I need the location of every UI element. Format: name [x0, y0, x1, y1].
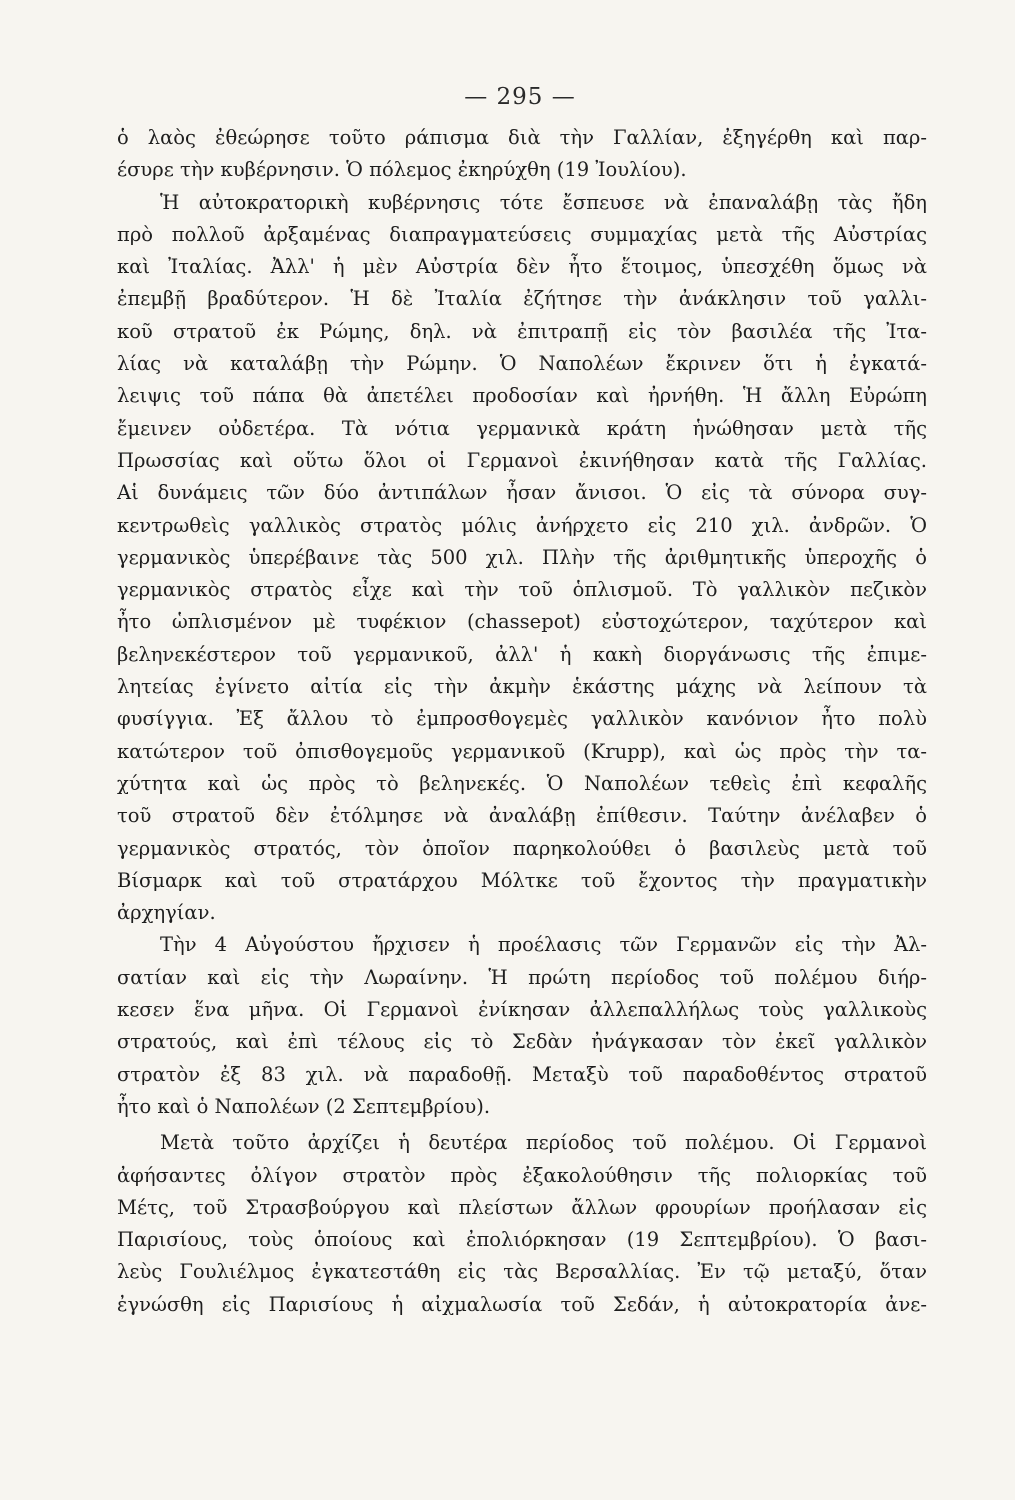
- text-line: γερμανικὸς στρατός, τὸν ὁποῖον παρηκολούθει ὁ βασιλεὺς μετὰ τοῦ: [117, 836, 927, 860]
- text-line: κεσεν ἕνα μῆνα. Οἱ Γερμανοὶ ἐνίκησαν ἀλλεπαλλήλως τοὺς γαλλικοὺς: [117, 998, 927, 1022]
- text-line: τοῦ στρατοῦ δὲν ἐτόλμησε νὰ ἀναλάβῃ ἐπίθεσιν. Ταύτην ἀνέλαβεν ὁ: [117, 804, 927, 828]
- text-line: Αἱ δυνάμεις τῶν δύο ἀντιπάλων ἦσαν ἄνισοι. Ὁ εἰς τὰ σύνορα συγ-: [117, 481, 927, 505]
- text-line: ἦτο καὶ ὁ Ναπολέων (2 Σεπτεμβρίου).: [117, 1094, 491, 1118]
- text-line: κατώτερον τοῦ ὀπισθογεμοῦς γερμανικοῦ (Krupp), καὶ ὡς πρὸς τὴν τα-: [117, 739, 927, 763]
- page-number: — 295 —: [464, 84, 576, 110]
- text-line: καὶ Ἰταλίας. Ἀλλ' ἡ μὲν Αὐστρία δὲν ἦτο ἕτοιμος, ὑπεσχέθη ὅμως νὰ: [117, 255, 927, 279]
- text-line: γερμανικὸς ὑπερέβαινε τὰς 500 χιλ. Πλὴν τῆς ἀριθμητικῆς ὑπεροχῆς ὁ: [117, 545, 927, 569]
- text-line: σατίαν καὶ εἰς τὴν Λωραίνην. Ἡ πρώτη περίοδος τοῦ πολέμου διήρ-: [117, 965, 927, 989]
- text-line: Μετὰ τοῦτο ἀρχίζει ἡ δευτέρα περίοδος τοῦ πολέμου. Οἱ Γερμανοὶ: [160, 1131, 927, 1155]
- text-line: λεὺς Γουλιέλμος ἐγκατεστάθη εἰς τὰς Βερσαλλίας. Ἐν τῷ μεταξύ, ὅταν: [117, 1260, 927, 1284]
- text-line: λίας νὰ καταλάβῃ τὴν Ρώμην. Ὁ Ναπολέων ἔκρινεν ὅτι ἡ ἐγκατά-: [117, 352, 927, 376]
- text-line: ὁ λαὸς ἐθεώρησε τοῦτο ράπισμα διὰ τὴν Γαλλίαν, ἐξηγέρθη καὶ παρ-: [117, 126, 927, 149]
- text-line: ἔμεινεν οὐδετέρα. Τὰ νότια γερμανικὰ κράτη ἡνώθησαν μετὰ τῆς: [117, 416, 927, 440]
- text-line: Παρισίους, τοὺς ὁποίους καὶ ἐπολιόρκησαν (19 Σεπτεμβρίου). Ὁ βασι-: [117, 1228, 927, 1252]
- text-line: βεληνεκέστερον τοῦ γερμανικοῦ, ἀλλ' ἡ κακὴ διοργάνωσις τῆς ἐπιμε-: [117, 642, 927, 666]
- text-line: έσυρε τὴν κυβέρνησιν. Ὁ πόλεμος ἐκηρύχθη (19 Ἰουλίου).: [117, 158, 687, 182]
- text-line: κοῦ στρατοῦ ἐκ Ρώμης, δηλ. νὰ ἐπιτραπῇ εἰς τὸν βασιλέα τῆς Ἰτα-: [117, 319, 927, 343]
- text-line: ἐγνώσθη εἰς Παρισίους ἡ αἰχμαλωσία τοῦ Σεδάν, ἡ αὐτοκρατορία ἀνε-: [117, 1292, 927, 1316]
- text-line: ἀρχηγίαν.: [117, 901, 216, 925]
- text-line: κεντρωθεὶς γαλλικὸς στρατὸς μόλις ἀνήρχετο εἰς 210 χιλ. ἀνδρῶν. Ὁ: [117, 513, 927, 537]
- text-line: Ἡ αὐτοκρατορικὴ κυβέρνησις τότε ἔσπευσε νὰ ἐπαναλάβῃ τὰς ἤδη: [160, 190, 927, 214]
- text-line: φυσίγγια. Ἐξ ἄλλου τὸ ἐμπροσθογεμὲς γαλλικὸν κανόνιον ἦτο πολὺ: [117, 707, 927, 731]
- text-line: ἦτο ὡπλισμένον μὲ τυφέκιον (chassepot) εὐστοχώτερον, ταχύτερον καὶ: [117, 610, 927, 634]
- text-line: Μέτς, τοῦ Στρασβούργου καὶ πλείστων ἄλλων φρουρίων προήλασαν εἰς: [117, 1195, 927, 1219]
- text-line: λητείας ἐγίνετο αἰτία εἰς τὴν ἀκμὴν ἑκάστης μάχης νὰ λείπουν τὰ: [117, 675, 927, 699]
- text-line: ἐπεμβῇ βραδύτερον. Ἡ δὲ Ἰταλία ἐζήτησε τὴν ἀνάκλησιν τοῦ γαλλι-: [117, 287, 927, 311]
- text-line: λειψις τοῦ πάπα θὰ ἀπετέλει προδοσίαν καὶ ἠρνήθη. Ἡ ἄλλη Εὐρώπη: [117, 384, 927, 408]
- text-line: γερμανικὸς στρατὸς εἶχε καὶ τὴν τοῦ ὁπλισμοῦ. Τὸ γαλλικὸν πεζικὸν: [117, 578, 927, 602]
- text-line: ἀφήσαντες ὀλίγον στρατὸν πρὸς ἐξακολούθησιν τῆς πολιορκίας τοῦ: [117, 1163, 927, 1187]
- text-line: πρὸ πολλοῦ ἀρξαμένας διαπραγματεύσεις συμμαχίας μετὰ τῆς Αὐστρίας: [117, 222, 927, 246]
- body-text: [117, 122, 927, 1321]
- text-line: Πρωσσίας καὶ οὕτω ὅλοι οἱ Γερμανοὶ ἐκινήθησαν κατὰ τῆς Γαλλίας.: [117, 448, 927, 472]
- text-line: χύτητα καὶ ὡς πρὸς τὸ βεληνεκές. Ὁ Ναπολέων τεθεὶς ἐπὶ κεφαλῆς: [117, 771, 927, 795]
- text-line: στρατὸν ἐξ 83 χιλ. νὰ παραδοθῇ. Μεταξὺ τοῦ παραδοθέντος στρατοῦ: [117, 1062, 927, 1086]
- text-line: Τὴν 4 Αὐγούστου ἤρχισεν ἡ προέλασις τῶν Γερμανῶν εἰς τὴν Ἀλ-: [160, 933, 927, 957]
- text-line: Βίσμαρκ καὶ τοῦ στρατάρχου Μόλτκε τοῦ ἔχοντος τὴν πραγματικὴν: [117, 868, 927, 892]
- text-line: στρατούς, καὶ ἐπὶ τέλους εἰς τὸ Σεδὰν ἠνάγκασαν τὸν ἐκεῖ γαλλικὸν: [117, 1030, 927, 1054]
